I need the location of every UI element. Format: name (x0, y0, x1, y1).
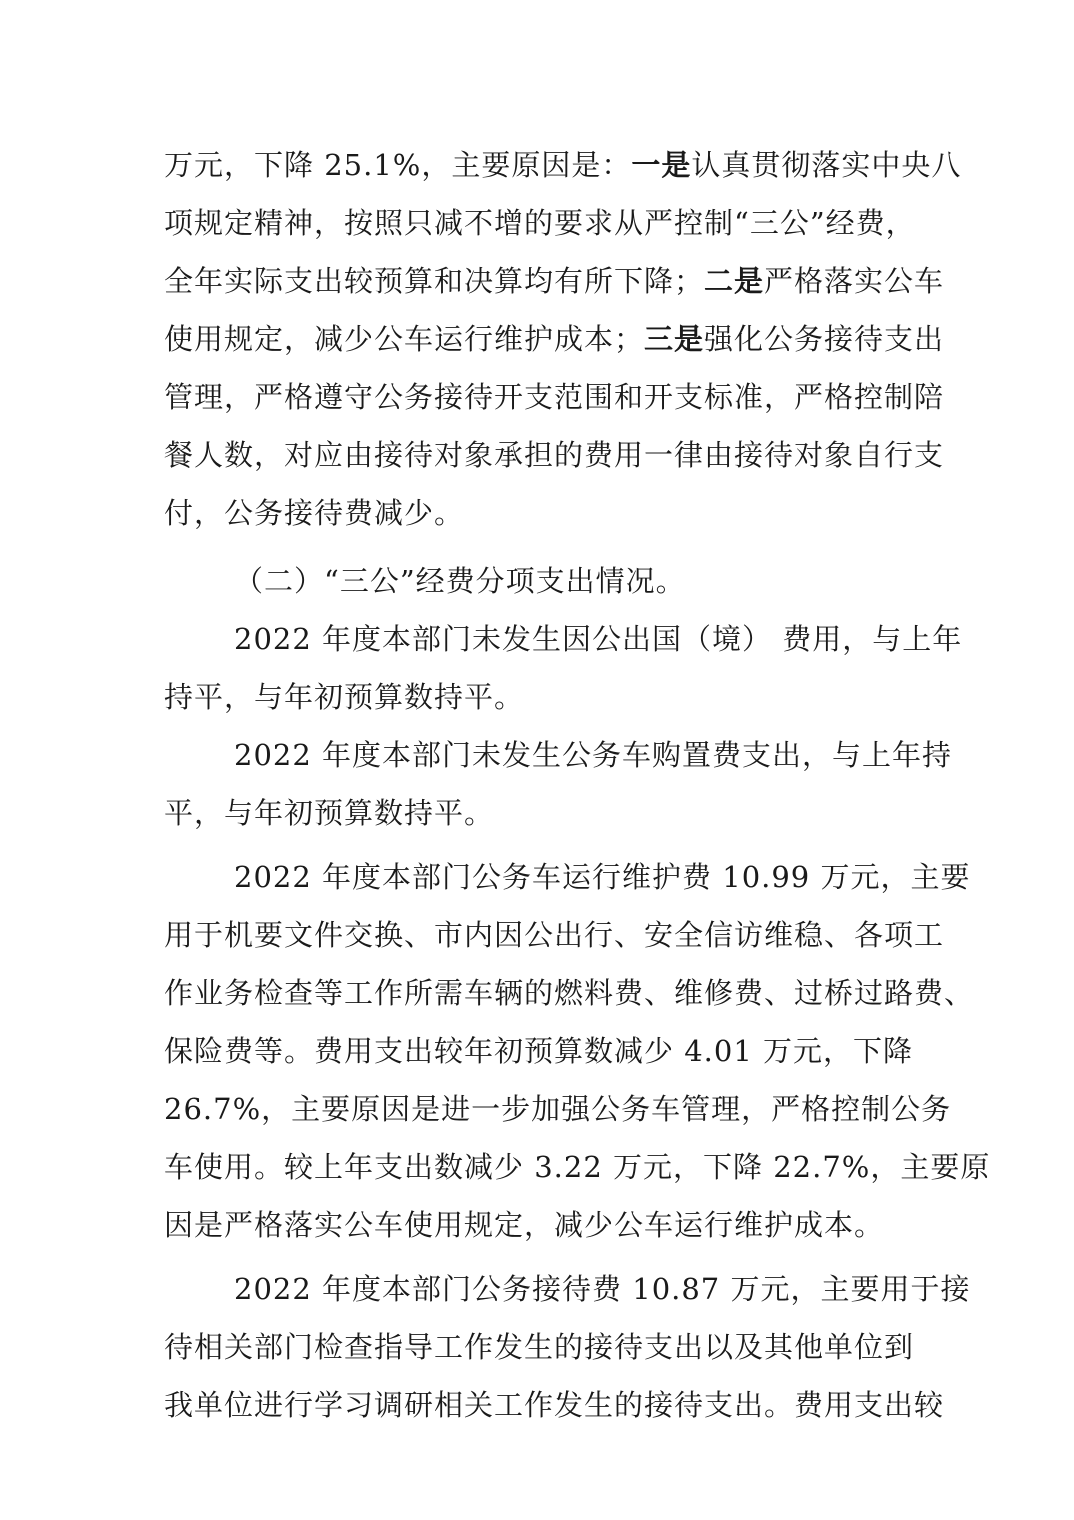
text-line (164, 1376, 945, 1434)
text-segment: 保险费等。费用支出较年初预算数减少 4.01 万元，下降 (164, 1034, 914, 1068)
bold-keyword: 二是 (704, 264, 765, 298)
text-segment: 我单位进行学习调研相关工作发生的接待支出。费用支出较 (164, 1388, 945, 1422)
text-line (164, 726, 953, 784)
paragraph-p6 (164, 1260, 971, 1434)
text-segment: 车使用。较上年支出数减少 3.22 万元，下降 22.7%，主要原 (164, 1150, 991, 1184)
text-segment: 2022 年度本部门未发生因公出国（境） 费用，与上年 (234, 622, 963, 656)
text-segment: 用于机要文件交换、市内因公出行、安全信访维稳、各项工 (164, 918, 945, 952)
text-line (164, 136, 962, 194)
text-segment: 项规定精神，按照只减不增的要求从严控制“三公”经费， (164, 206, 916, 240)
document-body (164, 136, 991, 1434)
text-segment: 26.7%，主要原因是进一步加强公务车管理，严格控制公务 (164, 1092, 952, 1126)
text-line (164, 906, 945, 964)
text-line (164, 252, 945, 310)
text-segment: 认真贯彻落实中央八 (691, 148, 962, 182)
bold-keyword: 一是 (631, 148, 692, 182)
text-segment: 平，与年初预算数持平。 (164, 796, 495, 830)
text-line (164, 552, 914, 610)
text-segment: 作业务检查等工作所需车辆的燃料费、维修费、过桥过路费、 (164, 976, 975, 1010)
text-segment: 万元，下降 25.1%，主要原因是： (164, 148, 632, 182)
text-segment: 2022 年度本部门未发生公务车购置费支出，与上年持 (234, 738, 953, 772)
text-segment: 待相关部门检查指导工作发生的接待支出以及其他单位到 (164, 1330, 915, 1364)
text-line (164, 964, 975, 1022)
text-segment: 全年实际支出较预算和决算均有所下降； (164, 264, 705, 298)
paragraph-p4 (164, 726, 953, 842)
paragraph-p1 (164, 136, 962, 542)
paragraph-p3 (164, 610, 963, 726)
text-line (164, 194, 914, 252)
text-segment: 持平，与年初预算数持平。 (164, 680, 525, 714)
paragraph-p5 (164, 848, 991, 1254)
paragraph-p2 (164, 552, 914, 610)
text-segment: 严格落实公车 (764, 264, 945, 298)
text-line (164, 1318, 914, 1376)
text-line (164, 1138, 991, 1196)
text-line (164, 668, 914, 726)
text-line (164, 848, 971, 906)
text-segment: 付，公务接待费减少。 (164, 496, 465, 530)
text-segment: 强化公务接待支出 (704, 322, 945, 356)
text-line (164, 310, 945, 368)
text-segment: 因是严格落实公车使用规定，减少公车运行维护成本。 (164, 1208, 885, 1242)
text-line (164, 368, 945, 426)
text-segment: （二）“三公”经费分项支出情况。 (234, 564, 686, 598)
text-line (164, 610, 963, 668)
text-line (164, 1022, 914, 1080)
bold-keyword: 三是 (644, 322, 705, 356)
text-segment: 2022 年度本部门公务车运行维护费 10.99 万元，主要 (234, 860, 971, 894)
text-line (164, 1196, 914, 1254)
text-line (164, 1080, 952, 1138)
text-line (164, 484, 914, 542)
text-line (164, 426, 945, 484)
text-line (164, 784, 914, 842)
text-segment: 管理，严格遵守公务接待开支范围和开支标准，严格控制陪 (164, 380, 945, 414)
text-line (164, 1260, 971, 1318)
text-segment: 餐人数，对应由接待对象承担的费用一律由接待对象自行支 (164, 438, 945, 472)
text-segment: 2022 年度本部门公务接待费 10.87 万元，主要用于接 (234, 1272, 971, 1306)
text-segment: 使用规定，减少公车运行维护成本； (164, 322, 645, 356)
